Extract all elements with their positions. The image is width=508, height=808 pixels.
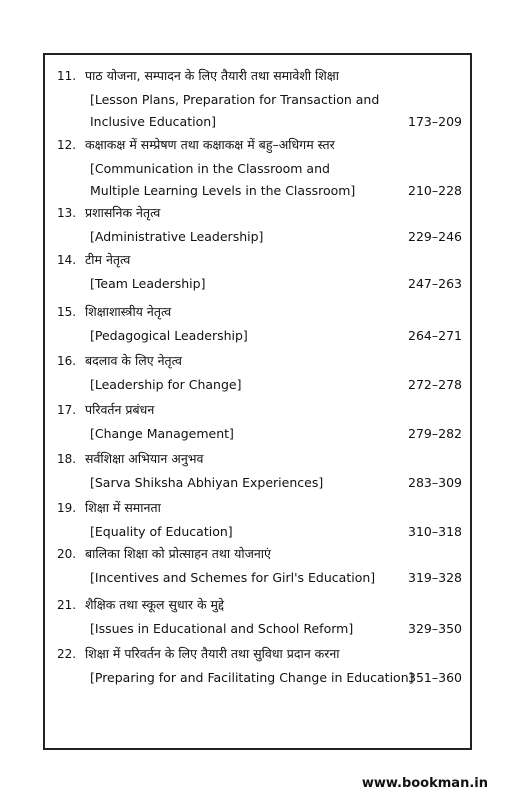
entry-number: 16. [57, 354, 77, 368]
entry-number: 19. [57, 501, 77, 515]
entry-pages: 351–360 [408, 670, 462, 685]
entry-number: 17. [57, 403, 77, 417]
entry-title-hindi: टीम नेतृत्व [85, 252, 131, 267]
entry-number: 18. [57, 452, 77, 466]
entry-number: 13. [57, 206, 77, 220]
entry-title-english: [Communication in the Classroom and [90, 161, 330, 176]
entry-number: 22. [57, 647, 77, 661]
entry-number: 21. [57, 598, 77, 612]
toc-entry-12 [57, 136, 462, 202]
entry-pages: 247–263 [408, 276, 462, 291]
entry-pages: 329–350 [408, 621, 462, 636]
entry-number: 15. [57, 305, 77, 319]
entry-title-english: [Change Management] [90, 426, 234, 441]
entry-title-english: Multiple Learning Levels in the Classroom] [90, 183, 356, 198]
toc-entry-19 [57, 499, 462, 543]
entry-title-hindi: बालिका शिक्षा को प्रोत्साहन तथा योजनाएं [85, 546, 271, 561]
entry-title-hindi: सर्वशिक्षा अभियान अनुभव [85, 451, 204, 466]
toc-entry-22 [57, 645, 462, 689]
entry-title-hindi: परिवर्तन प्रबंधन [85, 402, 155, 417]
toc-entry-18 [57, 450, 462, 494]
entry-title-hindi: बदलाव के लिए नेतृत्व [85, 353, 182, 368]
entry-pages: 173–209 [408, 114, 462, 129]
entry-pages: 210–228 [408, 183, 462, 198]
toc-entry-14 [57, 251, 462, 295]
entry-pages: 319–328 [408, 570, 462, 585]
entry-number: 11. [57, 69, 77, 83]
entry-title-english: [Lesson Plans, Preparation for Transaction and [90, 92, 380, 107]
entry-pages: 310–318 [408, 524, 462, 539]
entry-number: 14. [57, 253, 77, 267]
entry-title-hindi: कक्षाकक्ष में सम्प्रेषण तथा कक्षाकक्ष में बहु–अधिगम स्तर [85, 137, 335, 152]
toc-entry-13 [57, 204, 462, 248]
entry-pages: 279–282 [408, 426, 462, 441]
entry-title-english: [Leadership for Change] [90, 377, 242, 392]
entry-number: 12. [57, 138, 77, 152]
toc-frame [43, 53, 472, 750]
entry-title-english: [Equality of Education] [90, 524, 233, 539]
entry-pages: 283–309 [408, 475, 462, 490]
toc-entry-11 [57, 67, 462, 133]
entry-title-hindi: शिक्षाशास्त्रीय नेतृत्व [85, 304, 172, 319]
entry-pages: 229–246 [408, 229, 462, 244]
entry-pages: 264–271 [408, 328, 462, 343]
entry-title-hindi: पाठ योजना, सम्पादन के लिए तैयारी तथा समावेशी शिक्षा [85, 68, 339, 83]
entry-title-hindi: शैक्षिक तथा स्कूल सुधार के मुद्दे [85, 597, 225, 612]
entry-pages: 272–278 [408, 377, 462, 392]
entry-title-english: [Sarva Shiksha Abhiyan Experiences] [90, 475, 324, 490]
entry-title-english: Inclusive Education] [90, 114, 217, 129]
entry-title-english: [Team Leadership] [90, 276, 206, 291]
entry-title-english: [Incentives and Schemes for Girl's Education] [90, 570, 376, 585]
toc-entry-21 [57, 596, 462, 640]
publisher-url: www.bookman.in [361, 776, 488, 791]
entry-title-english: [Preparing for and Facilitating Change in Education] [90, 670, 414, 685]
toc-entry-15 [57, 303, 462, 347]
entry-title-english: [Issues in Educational and School Reform] [90, 621, 354, 636]
entry-title-hindi: प्रशासनिक नेतृत्व [85, 205, 161, 220]
toc-entry-20 [57, 545, 462, 589]
toc-entry-17 [57, 401, 462, 445]
entry-title-hindi: शिक्षा में समानता [85, 500, 161, 515]
entry-title-hindi: शिक्षा में परिवर्तन के लिए तैयारी तथा सुविधा प्रदान करना [85, 646, 340, 661]
toc-entry-16 [57, 352, 462, 396]
entry-title-english: [Pedagogical Leadership] [90, 328, 248, 343]
entry-number: 20. [57, 547, 77, 561]
entry-title-english: [Administrative Leadership] [90, 229, 264, 244]
